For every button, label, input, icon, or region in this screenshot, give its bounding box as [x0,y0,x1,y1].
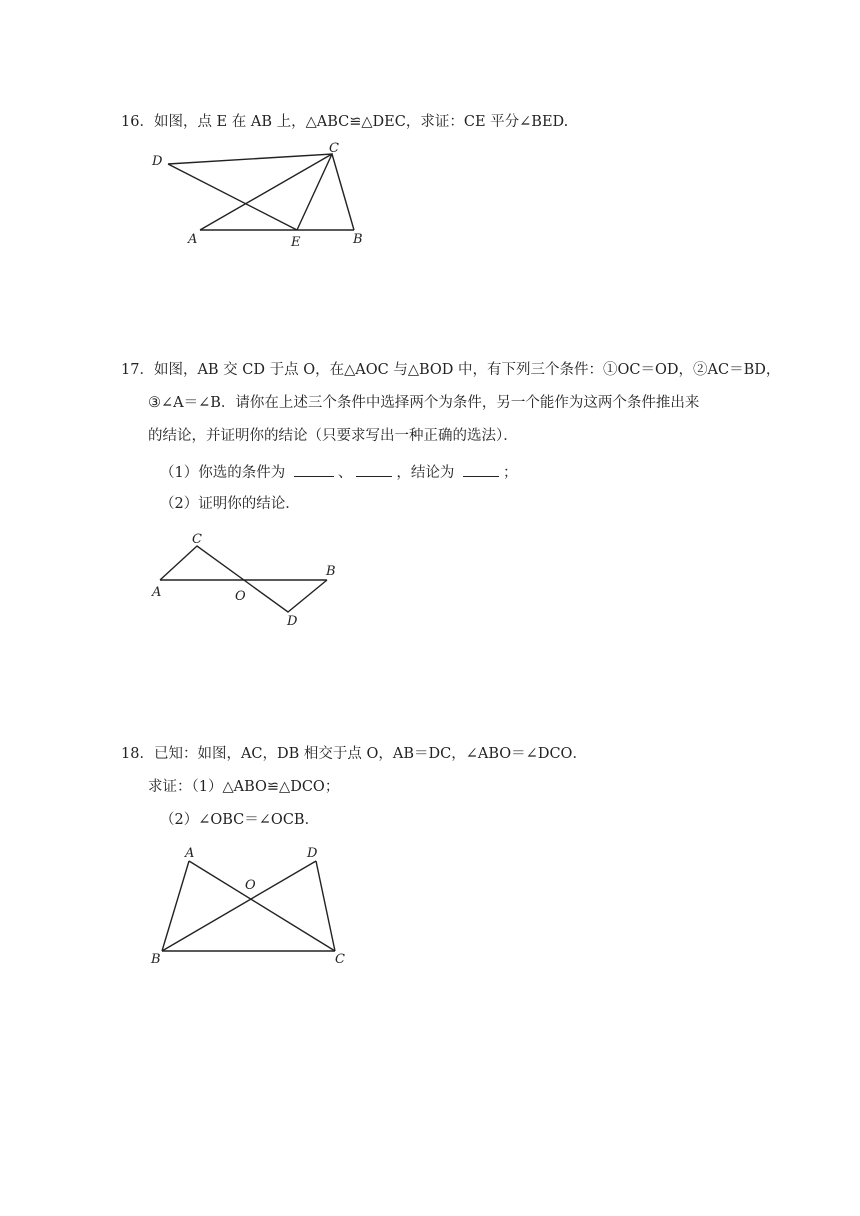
q18-label-c: C [335,952,345,967]
q16-label-a: A [188,232,198,247]
q17-part1-end: ； [502,465,518,481]
q16-text: 16．如图，点 E 在 AB 上，△ABC≌△DEC，求证：CE 平分∠BED. [121,114,569,130]
q17-line-ac-co [160,546,327,612]
q17-part-2: （2）证明你的结论． [160,496,300,512]
q17-answer-blank-3[interactable] [463,462,499,477]
q17-part1-mid: ，结论为 [396,465,455,481]
q17-answer-blank-1[interactable] [294,462,334,477]
q16-label-e: E [291,235,301,250]
q17-answer-blank-2[interactable] [356,462,392,477]
q17-label-c: C [192,532,202,547]
q16-label-c: C [329,141,339,156]
q18-label-b: B [151,952,161,967]
q18-line-ab [162,861,189,951]
q18-label-o: O [245,878,256,893]
q17-line-1: 17．如图，AB 交 CD 于点 O，在△AOC 与△BOD 中，有下列三个条件：①OC＝OD，②AC＝BD， [121,362,781,378]
q16-line-ac [200,154,332,230]
q18-line-db [162,861,316,951]
q17-line-2: ③∠A＝∠B．请你在上述三个条件中选择两个为条件，另一个能作为这两个条件推出来 [148,395,700,411]
q18-line-1: 18．已知：如图，AC，DB 相交于点 O，AB＝DC，∠ABO＝∠DCO． [121,746,587,762]
q17-part1-sep: 、 [337,465,353,481]
q18-line-3: （2）∠OBC＝∠OCB． [160,812,320,828]
q17-line-3: 的结论，并证明你的结论（只要求写出一种正确的选法）． [148,428,518,444]
q16-label-b: B [353,232,363,247]
q18-line-dc [316,861,335,951]
q16-line-dc-ce [168,154,332,230]
q17-label-a: A [152,585,162,600]
q18-label-a: A [185,846,195,861]
q18-label-d: D [307,846,318,861]
q16-label-d: D [152,154,163,169]
q17-label-o: O [235,589,246,604]
q17-label-b: B [326,564,336,579]
q17-part1-prefix: （1）你选的条件为 [160,465,286,481]
q17-label-d: D [287,614,298,629]
q18-line-ac [189,861,335,951]
q17-part-1 [160,462,517,483]
q16-line-de [168,164,297,230]
q16-line-cb [332,154,354,230]
q18-line-2: 求证：（1）△ABO≌△DCO； [148,779,340,795]
